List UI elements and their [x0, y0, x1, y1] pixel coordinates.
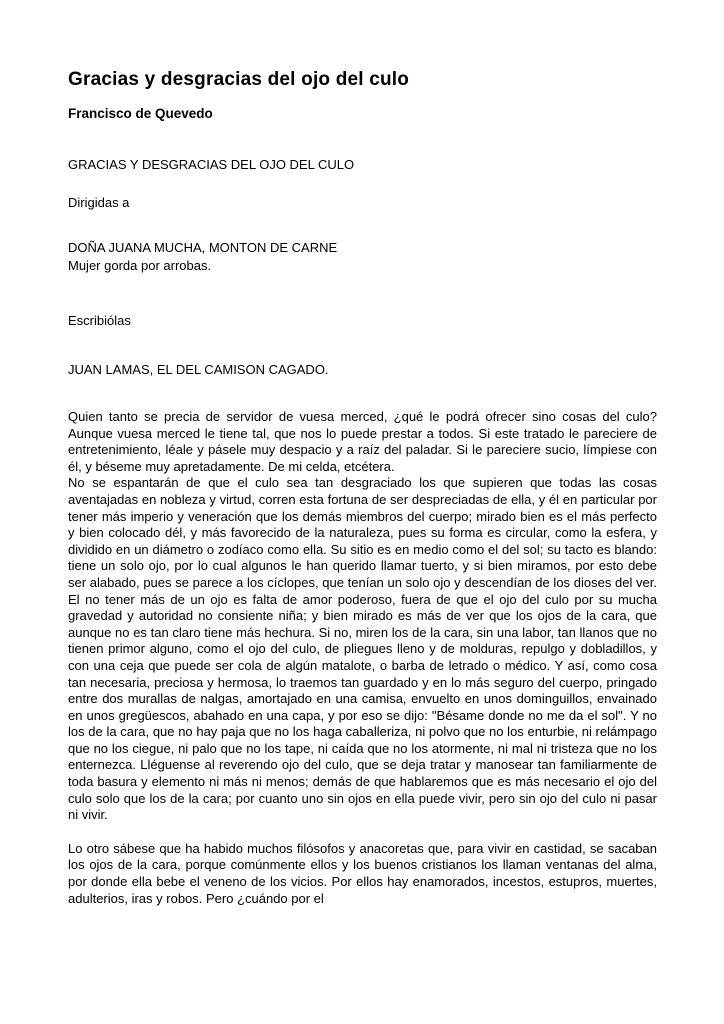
dedicatee-name: DOÑA JUANA MUCHA, MONTON DE CARNE: [68, 240, 338, 255]
dedication-block: [68, 239, 657, 275]
main-paragraph: No se espantarán de que el culo sea tan desgraciado los que supieren que todas las cosas aventajadas en nobleza y virtud, corren esta fortuna de ser despreciadas de ella, y él en particular por tener más imperio y veneración que los demás miembros del cuerpo; mirado bien es el más perfecto y bien colocado dél, y más favorecido de la naturaleza, pues su forma es circular, como la esfera, y dividido en un diámetro o zodíaco como ella. Su sitio es en medio como el del sol; su tacto es blando: tiene un solo ojo, por lo cual algunos le han querido llamar tuerto, y si bien miramos, por esto debe ser alabado, pues se parece a los cíclopes, que tenían un solo ojo y descendían de los dioses del ver. El no tener más de un ojo es falta de amor poderoso, fuera de que el ojo del culo por su mucha gravedad y autoridad no consiente niña; y bien mirado es más de ver que los ojos de la cara, que aunque no es tan claro tiene más hechura. Si no, miren los de la cara, sin una labor, tan llanos que no tienen primor alguno, como el ojo del culo, de pliegues lleno y de molduras, repulgo y dobladillos, y con una ceja que puede ser cola de algún matalote, o barba de letrado o médico. Y así, como cosa tan necesaria, preciosa y hermosa, lo traemos tan guardado y en lo más seguro del cuerpo, pringado entre dos murallas de nalgas, amortajado en una camisa, envuelto en unos dominguillos, envainado en unos gregüescos, abahado en una capa, y por eso se dijo: "Bésame donde no me da el sol". Y no los de la cara, que no hay paja que no los haga caballeriza, ni polvo que no los enturbie, ni relámpago que no los ciegue, ni palo que no los tape, ni caída que no los atormente, ni mal ni tristeza que no los enternezca. Lléguense al reverendo ojo del culo, que se deja tratar y manosear tan familiarmente de toda basura y elemento ni más ni menos; demás de que hablaremos que es más necesario el ojo del culo solo que los de la cara; por cuanto uno sin ojos en ella puede vivir, pero sin ojo del culo ni pasar ni vivir.: [68, 475, 657, 823]
prologue-paragraph: Quien tanto se precia de servidor de vuesa merced, ¿qué le podrá ofrecer sino cosas del culo? Aunque vuesa merced le tiene tal, que nos lo puede prestar a todos. Si este tratado le pareciere de entretenimiento, léale y pásele muy despacio y a raíz del paladar. Si le pareciere sucio, límpiese con él, y béseme muy apretadamente. De mi celda, etcétera.: [68, 409, 657, 474]
author-name: Francisco de Quevedo: [68, 106, 213, 121]
dedication-intro: Dirigidas a: [68, 195, 130, 210]
caps-title: GRACIAS Y DESGRACIAS DEL OJO DEL CULO: [68, 157, 355, 172]
writer-name: JUAN LAMAS, EL DEL CAMISON CAGADO.: [68, 362, 329, 377]
document-title: Gracias y desgracias del ojo del culo: [68, 69, 410, 90]
dedicatee-description: Mujer gorda por arrobas.: [68, 258, 212, 273]
second-paragraph: Lo otro sábese que ha habido muchos filósofos y anacoretas que, para vivir en castidad, se sacaban los ojos de la cara, porque comúnmente ellos y los buenos cristianos los llaman ventanas del alma, por donde ella bebe el veneno de los vicios. Por ellos hay enamorados, incestos, estupros, muertes, adulterios, iras y robos. Pero ¿cuándo por el: [68, 840, 657, 906]
written-by-label: Escribiólas: [68, 313, 131, 328]
